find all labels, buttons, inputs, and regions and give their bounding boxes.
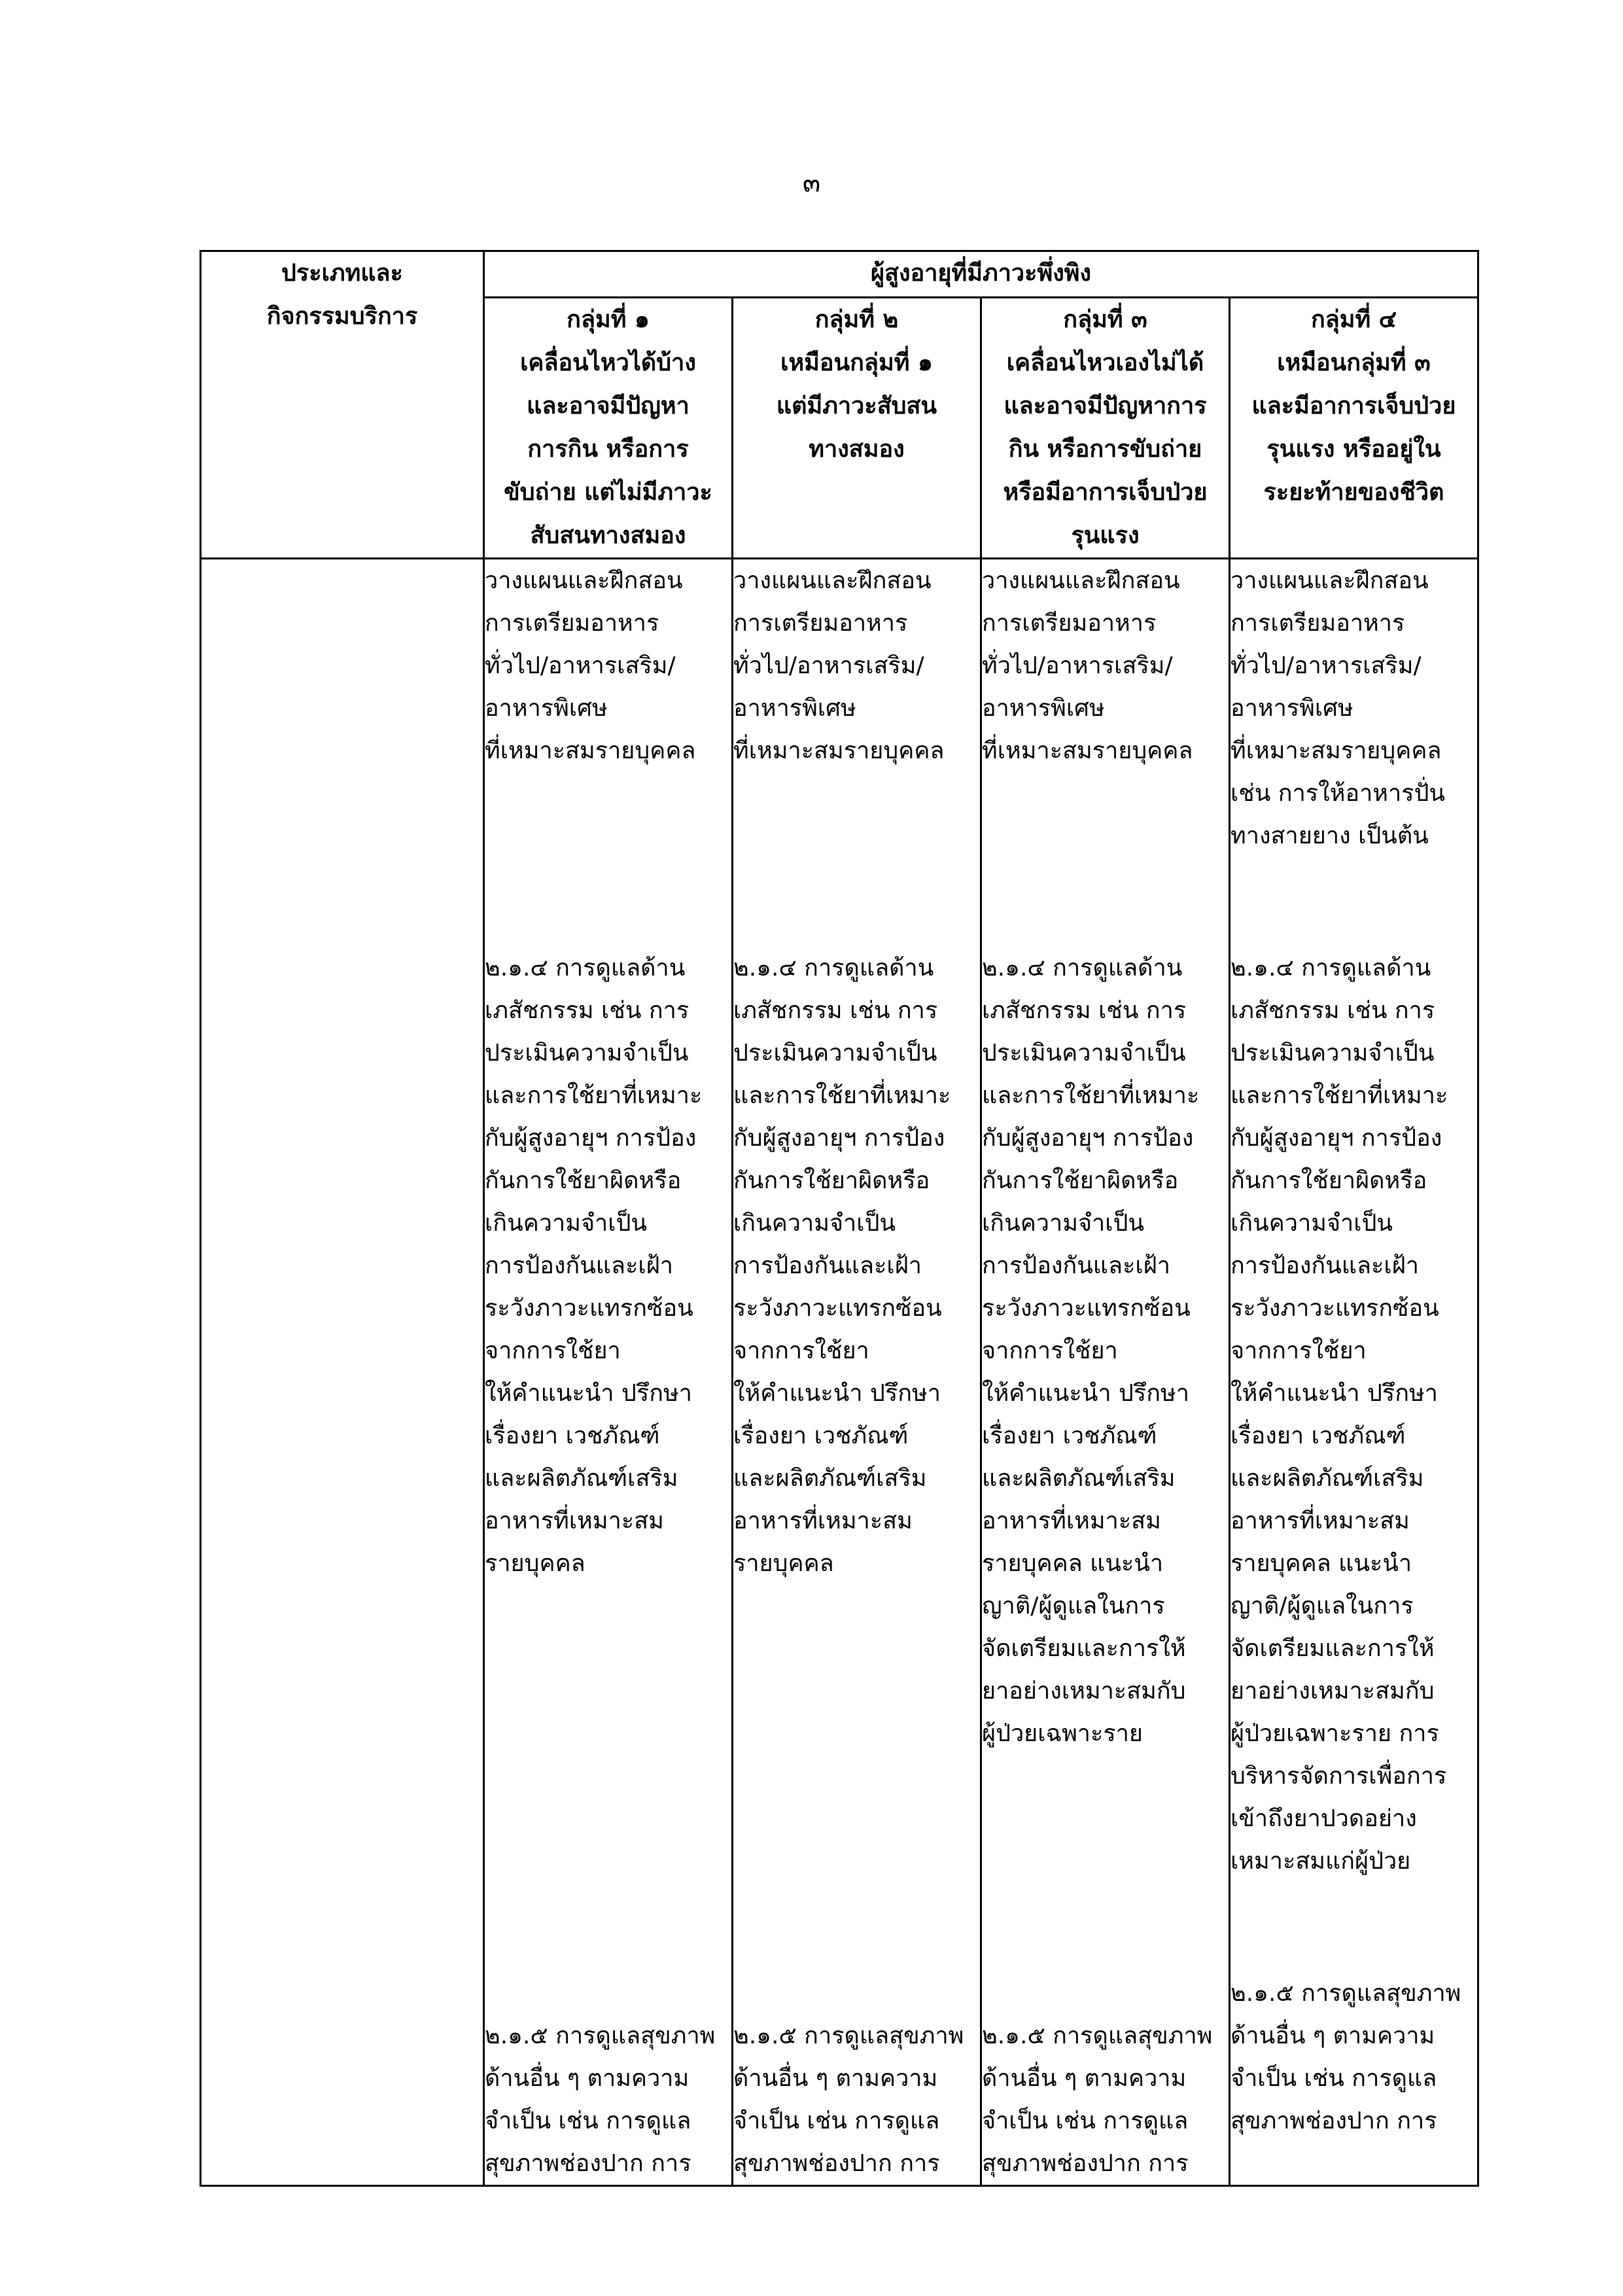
group-1-header: กลุ่มที่ ๑ เคลื่อนไหวได้บ้าง และอาจมีปัญหา การกิน หรือการ ขับถ่าย แต่ไม่มีภาวะ สับสนทางสมอง: [484, 298, 733, 559]
group-3-cell: [981, 559, 1230, 2186]
medication-care-text: ๒.๑.๔ การดูแลด้าน เภสัชกรรม เช่น การ ประเมินความจำเป็น และการใช้ยาที่เหมาะ กับผู้สูงอายุฯ การป้อง กันการใช้ยาผิดหรือ เกินความจำเป็น การป้องกันและเฝ้า ระวังภาวะแทรกซ้อน จากการใช้ยา ให้คำแนะนำ ปรึกษา เรื่องยา เวชภัณฑ์ และผลิตภัณฑ์เสริม อาหารที่เหมาะสม รายบุคคล: [485, 955, 703, 1577]
header-row-top: [201, 251, 1478, 298]
food-planning-text: วางแผนและฝึกสอน การเตรียมอาหาร ทั่วไป/อาหารเสริม/ อาหารพิเศษ ที่เหมาะสมรายบุคคล: [733, 567, 945, 764]
medication-care-text: ๒.๑.๔ การดูแลด้าน เภสัชกรรม เช่น การ ประเมินความจำเป็น และการใช้ยาที่เหมาะ กับผู้สูงอายุฯ การป้อง กันการใช้ยาผิดหรือ เกินความจำเป็น การป้องกันและเฝ้า ระวังภาวะแทรกซ้อน จากการใช้ยา ให้คำแนะนำ ปรึกษา เรื่องยา เวชภัณฑ์ และผลิตภัณฑ์เสริม อาหารที่เหมาะสม รายบุคคล แนะนำ ญาติ/ผู้ดูแลในการ จัดเตรียมและการให้ ยาอย่างเหมาะสมกับ ผู้ป่วยเฉพาะราย การ บริหารจัดการเพื่อการ เข้าถึงยาปวดอย่าง เหมาะสมแก่ผู้ป่วย: [1230, 955, 1448, 1875]
group-2-cell: [733, 559, 981, 2186]
other-health-care-text: ๒.๑.๕ การดูแลสุขภาพ ด้านอื่น ๆ ตามความ จำเป็น เช่น การดูแล สุขภาพช่องปาก การ: [982, 2022, 1213, 2177]
other-health-care-text: ๒.๑.๕ การดูแลสุขภาพ ด้านอื่น ๆ ตามความ จำเป็น เช่น การดูแล สุขภาพช่องปาก การ: [1230, 1980, 1461, 2134]
dependent-elderly-header: ผู้สูงอายุที่มีภาวะพึ่งพิง: [484, 251, 1478, 298]
other-health-care-text: ๒.๑.๕ การดูแลสุขภาพ ด้านอื่น ๆ ตามความ จำเป็น เช่น การดูแล สุขภาพช่องปาก การ: [485, 2022, 716, 2177]
food-planning-text: วางแผนและฝึกสอน การเตรียมอาหาร ทั่วไป/อาหารเสริม/ อาหารพิเศษ ที่เหมาะสมรายบุคคล เช่น การให้อาหารปั่น ทางสายยาง เป็นต้น: [1230, 567, 1446, 849]
medication-care-text: ๒.๑.๔ การดูแลด้าน เภสัชกรรม เช่น การ ประเมินความจำเป็น และการใช้ยาที่เหมาะ กับผู้สูงอายุฯ การป้อง กันการใช้ยาผิดหรือ เกินความจำเป็น การป้องกันและเฝ้า ระวังภาวะแทรกซ้อน จากการใช้ยา ให้คำแนะนำ ปรึกษา เรื่องยา เวชภัณฑ์ และผลิตภัณฑ์เสริม อาหารที่เหมาะสม รายบุคคล แนะนำ ญาติ/ผู้ดูแลในการ จัดเตรียมและการให้ ยาอย่างเหมาะสมกับ ผู้ป่วยเฉพาะราย: [982, 955, 1200, 1747]
other-health-care-text: ๒.๑.๕ การดูแลสุขภาพ ด้านอื่น ๆ ตามความ จำเป็น เช่น การดูแล สุขภาพช่องปาก การ: [733, 2022, 964, 2177]
group-2-header: กลุ่มที่ ๒ เหมือนกลุ่มที่ ๑ แต่มีภาวะสับสน ทางสมอง: [733, 298, 981, 559]
page-number: ๓: [802, 168, 821, 198]
service-type-cell: [201, 559, 484, 2186]
group-4-header: กลุ่มที่ ๔ เหมือนกลุ่มที่ ๓ และมีอาการเจ็บป่วย รุนแรง หรืออยู่ใน ระยะท้ายของชีวิต: [1230, 298, 1478, 559]
group-1-cell: [484, 559, 733, 2186]
group-4-cell: [1230, 559, 1478, 2186]
food-planning-text: วางแผนและฝึกสอน การเตรียมอาหาร ทั่วไป/อาหารเสริม/ อาหารพิเศษ ที่เหมาะสมรายบุคคล: [485, 567, 696, 764]
service-type-header: ประเภทและ กิจกรรมบริการ: [201, 251, 484, 559]
body-row: [201, 559, 1478, 2186]
medication-care-text: ๒.๑.๔ การดูแลด้าน เภสัชกรรม เช่น การ ประเมินความจำเป็น และการใช้ยาที่เหมาะ กับผู้สูงอายุฯ การป้อง กันการใช้ยาผิดหรือ เกินความจำเป็น การป้องกันและเฝ้า ระวังภาวะแทรกซ้อน จากการใช้ยา ให้คำแนะนำ ปรึกษา เรื่องยา เวชภัณฑ์ และผลิตภัณฑ์เสริม อาหารที่เหมาะสม รายบุคคล: [733, 955, 951, 1577]
care-table: [200, 250, 1479, 2187]
group-3-header: กลุ่มที่ ๓ เคลื่อนไหวเองไม่ได้ และอาจมีปัญหาการ กิน หรือการขับถ่าย หรือมีอาการเจ็บป่วย รุนแรง: [981, 298, 1230, 559]
food-planning-text: วางแผนและฝึกสอน การเตรียมอาหาร ทั่วไป/อาหารเสริม/ อาหารพิเศษ ที่เหมาะสมรายบุคคล: [982, 567, 1193, 764]
